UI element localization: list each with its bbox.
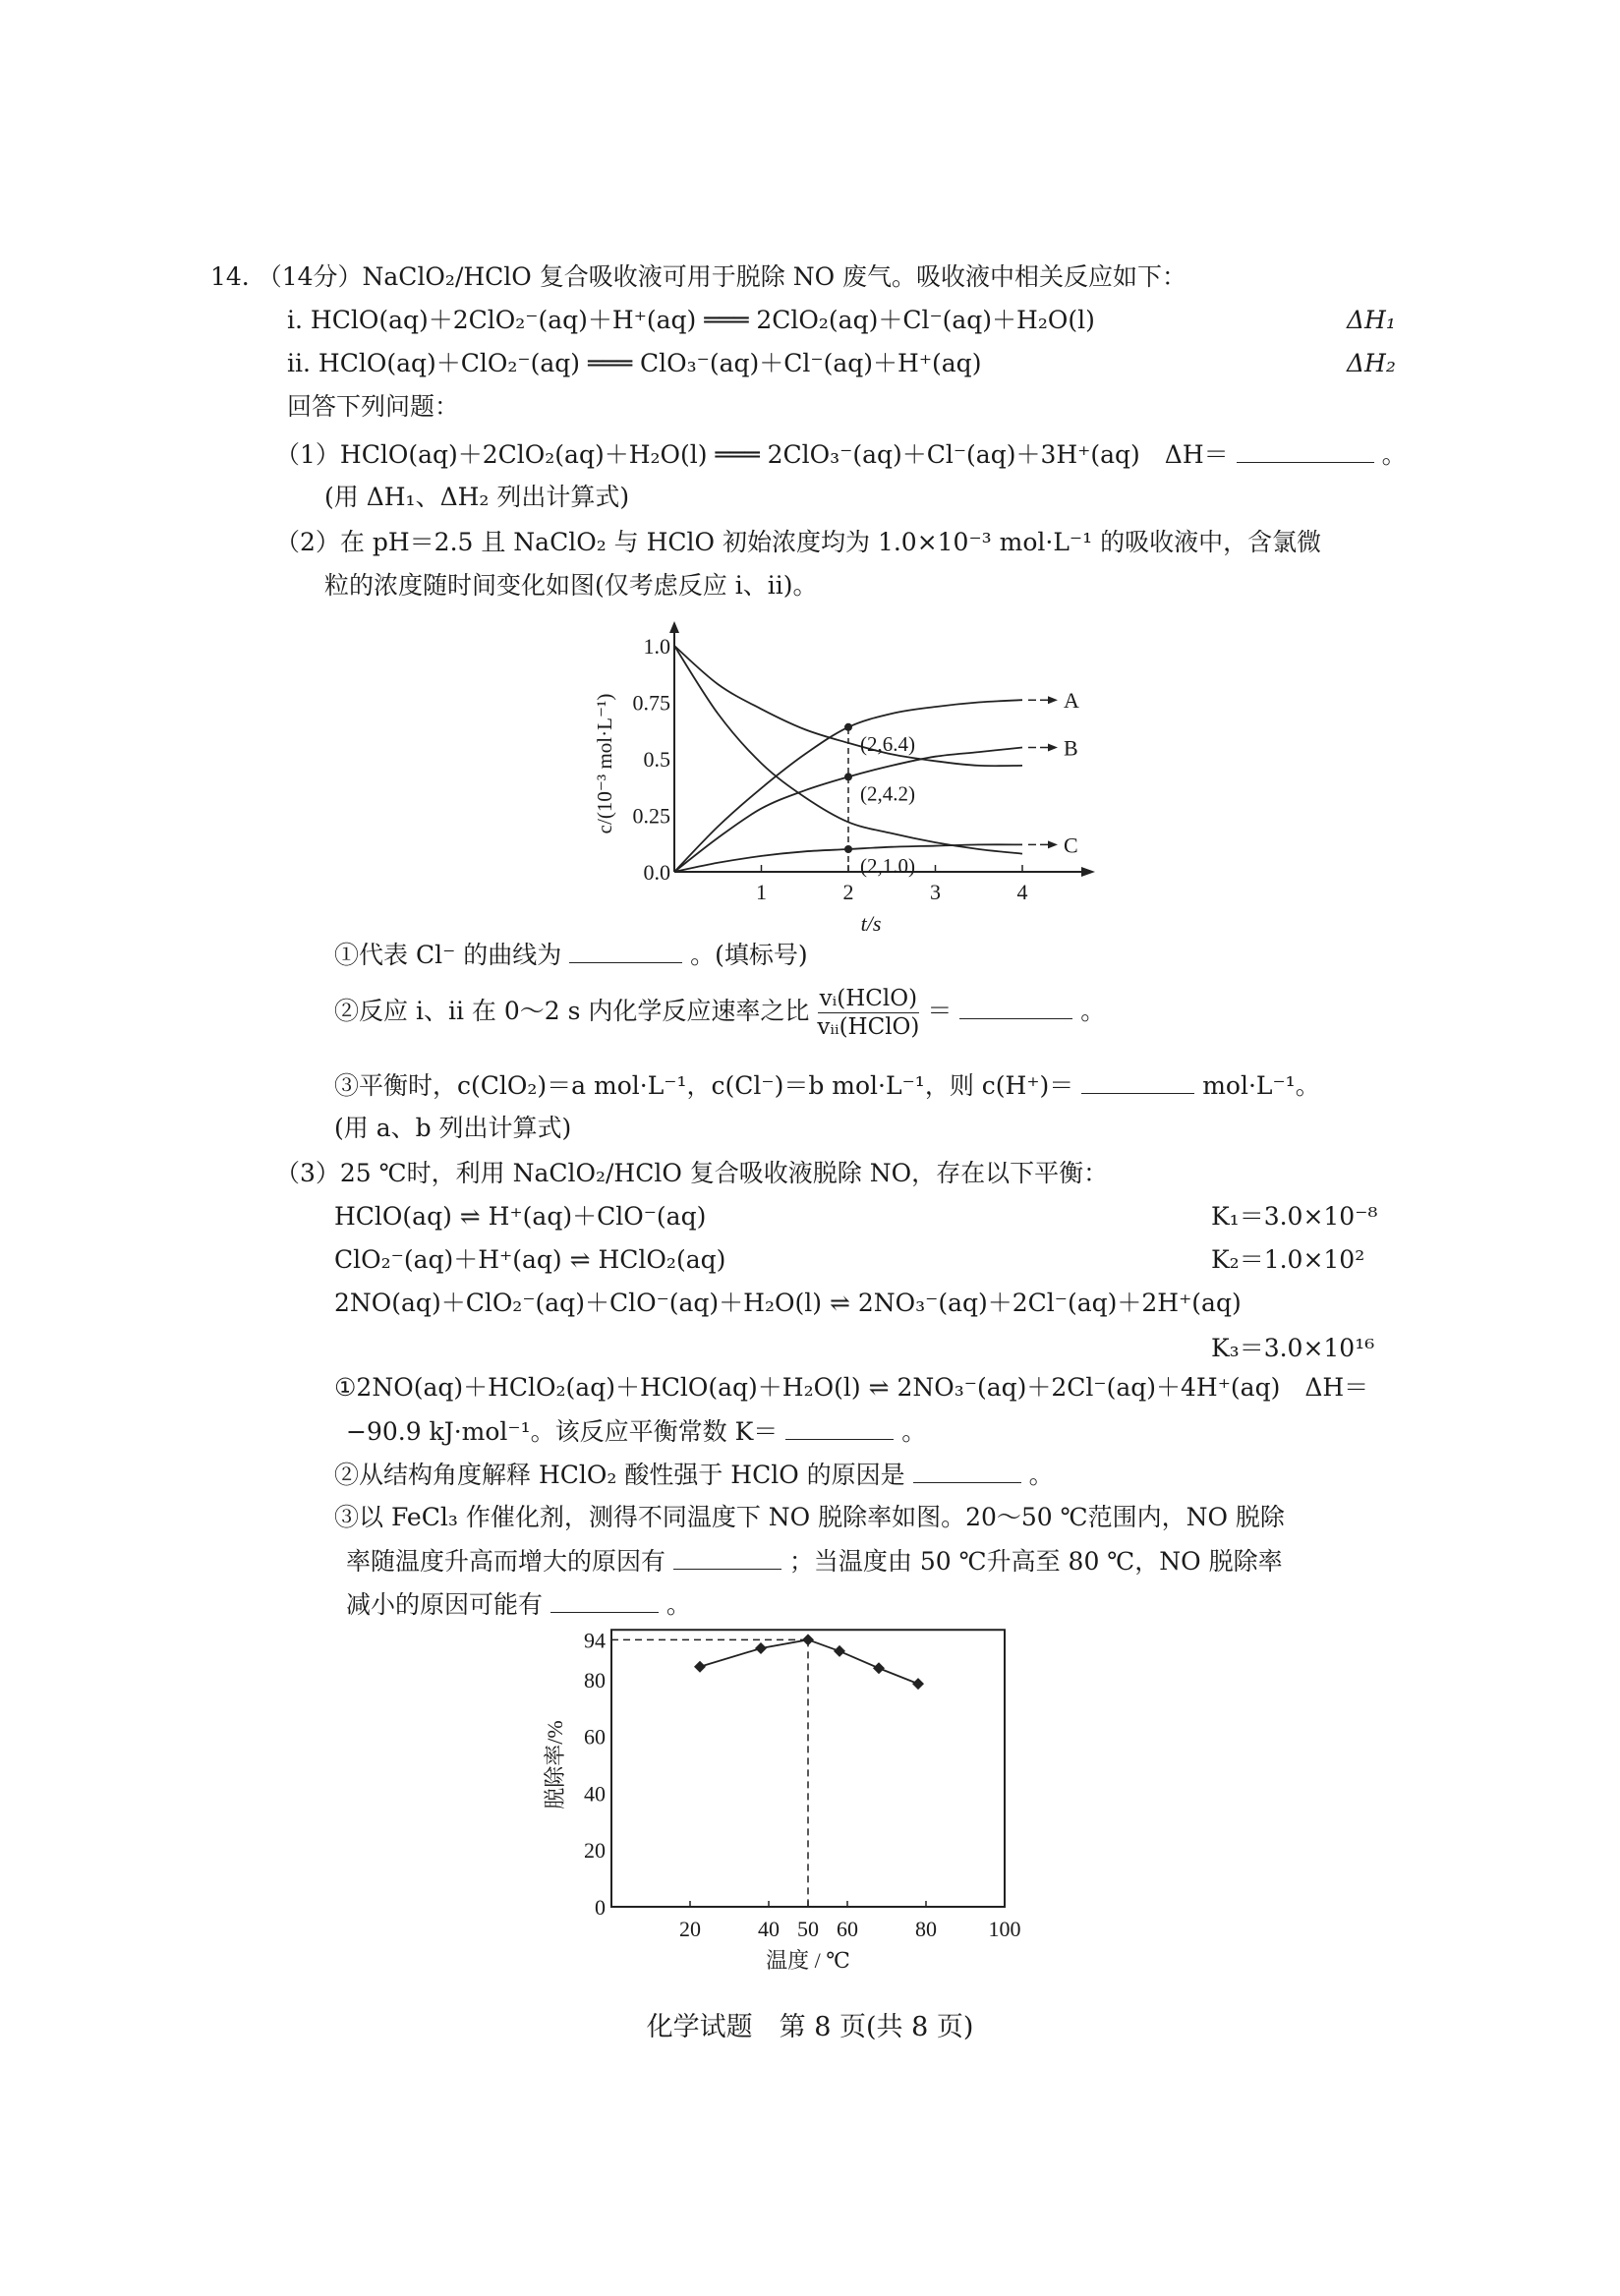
x-tick-label: 2 <box>842 880 854 904</box>
data-point-diamond <box>694 1661 706 1673</box>
q-text: ③平衡时，c(ClO₂)＝a mol·L⁻¹，c(Cl⁻)＝b mol·L⁻¹，则 c(H⁺)＝ <box>334 1071 1074 1100</box>
prompt: 回答下列问题： <box>287 392 460 421</box>
page-footer: 化学试题 第 8 页(共 8 页) <box>646 2012 974 2042</box>
part2-q1 <box>334 939 808 971</box>
x-tick-label: 20 <box>679 1917 701 1941</box>
part3-q1-line2 <box>346 1415 926 1448</box>
answer-blank-2-1[interactable] <box>569 939 682 963</box>
part3-q3-line3 <box>346 1588 691 1621</box>
answer-blank-3-3a[interactable] <box>673 1545 781 1570</box>
q-text: ①代表 Cl⁻ 的曲线为 <box>334 941 562 969</box>
y-axis-label: 脱除率/% <box>543 1720 567 1809</box>
data-point-diamond <box>755 1642 767 1654</box>
x-tick-label: 4 <box>1016 880 1028 904</box>
reaction-equation: HClO(aq)＋ClO₂⁻(aq) ═══ ClO₃⁻(aq)＋Cl⁻(aq)＋H⁺(aq) <box>318 349 982 377</box>
answer-blank-3-1[interactable] <box>785 1415 894 1440</box>
x-tick-label: 1 <box>756 880 767 904</box>
concentration-time-chart <box>550 619 1140 944</box>
y-tick-label: 0.5 <box>643 747 670 772</box>
x-tick-label: 40 <box>758 1917 780 1941</box>
equilibrium-3: 2NO(aq)＋ClO₂⁻(aq)＋ClO⁻(aq)＋H₂O(l) ⇌ 2NO₃⁻(aq)＋2Cl⁻(aq)＋2H⁺(aq) <box>334 1289 1242 1317</box>
part3-q1-line1: ①2NO(aq)＋HClO₂(aq)＋HClO(aq)＋H₂O(l) ⇌ 2NO₃⁻(aq)＋2Cl⁻(aq)＋4H⁺(aq) ΔH＝ <box>334 1373 1369 1402</box>
data-point-diamond <box>802 1634 814 1645</box>
y-tick-label: 80 <box>584 1667 606 1693</box>
answer-blank-1[interactable] <box>1237 438 1374 463</box>
question-number: 14. <box>210 262 250 291</box>
y-tick-label: 40 <box>584 1781 606 1807</box>
reaction-label: ii. <box>287 349 311 377</box>
q-text: mol·L⁻¹。 <box>1202 1071 1320 1100</box>
x-tick-label: 60 <box>837 1917 858 1941</box>
equilibrium-2: ClO₂⁻(aq)＋H⁺(aq) ⇌ HClO₂(aq) <box>334 1245 726 1274</box>
part1-line1 <box>275 438 1407 471</box>
question-intro: （14分）NaClO₂/HClO 复合吸收液可用于脱除 NO 废气。吸收液中相关反应如下： <box>257 262 1187 291</box>
data-point-diamond <box>873 1662 885 1674</box>
legend-label-c: C <box>1064 832 1078 858</box>
q-text: ②从结构角度解释 HClO₂ 酸性强于 HClO 的原因是 <box>334 1461 905 1489</box>
series-line <box>700 1639 918 1684</box>
series-line-hclo <box>674 646 1022 766</box>
y-tick-label: 1.0 <box>643 634 670 659</box>
y-tick-label: 94 <box>584 1628 606 1653</box>
q-text: 率随温度升高而增大的原因有 <box>346 1547 666 1576</box>
y-tick-label: 0.75 <box>632 690 670 716</box>
equilibrium-1-K: K₁＝3.0×10⁻⁸ <box>1211 1202 1378 1231</box>
part2-q3 <box>334 1069 1320 1102</box>
q-text: ＝ <box>927 997 953 1025</box>
q-text: ；当温度由 50 ℃升高至 80 ℃，NO 脱除率 <box>788 1547 1283 1576</box>
equilibrium-1: HClO(aq) ⇌ H⁺(aq)＋ClO⁻(aq) <box>334 1202 707 1231</box>
reaction-i <box>287 305 1095 336</box>
x-axis-label: 温度 / ℃ <box>766 1948 850 1973</box>
reaction-i-dh: ΔH₁ <box>1347 306 1396 334</box>
legend-label-a: A <box>1064 688 1079 714</box>
fraction-numerator: vᵢ(HClO) <box>819 986 918 1011</box>
question-number-and-intro <box>210 261 1186 293</box>
part3-line1: （3）25 ℃时，利用 NaClO₂/HClO 复合吸收液脱除 NO，存在以下平衡： <box>275 1159 1109 1187</box>
y-axis-arrow <box>669 621 679 633</box>
data-label: (2,4.2) <box>860 781 915 806</box>
x-tick-label: 50 <box>797 1917 819 1941</box>
answer-blank-3-3b[interactable] <box>550 1588 659 1613</box>
rate-ratio-fraction <box>817 985 919 1041</box>
punct: 。 <box>1381 440 1407 469</box>
removal-rate-temperature-chart <box>521 1622 1081 1985</box>
legend-arrowhead <box>1048 696 1058 704</box>
part2-q3-note: (用 a、b 列出计算式) <box>334 1114 572 1142</box>
data-label: (2,1.0) <box>860 854 915 878</box>
q-text: 。(填标号) <box>690 941 808 969</box>
y-axis-label: c/(10⁻³ mol·L⁻¹) <box>593 693 616 834</box>
part2-line1: （2）在 pH＝2.5 且 NaClO₂ 与 HClO 初始浓度均为 1.0×10⁻³ mol·L⁻¹ 的吸收液中，含氯微 <box>275 528 1322 556</box>
equilibrium-2-K: K₂＝1.0×10² <box>1211 1245 1365 1274</box>
y-tick-label: 0.0 <box>643 860 670 885</box>
y-tick-label: 0.25 <box>632 803 670 829</box>
y-tick-label: 60 <box>584 1724 606 1750</box>
y-tick-label: 20 <box>584 1838 606 1864</box>
legend-label-b: B <box>1064 735 1078 761</box>
reaction-ii-dh: ΔH₂ <box>1347 349 1396 377</box>
q-text: 。 <box>1028 1461 1054 1489</box>
x-axis-label: t/s <box>860 911 882 936</box>
data-point <box>844 845 852 853</box>
legend-arrowhead <box>1048 744 1058 752</box>
q-text: −90.9 kJ·mol⁻¹。该反应平衡常数 K＝ <box>346 1417 779 1446</box>
equilibrium-3-K: K₃＝3.0×10¹⁶ <box>1211 1334 1375 1362</box>
answer-blank-2-3[interactable] <box>1081 1069 1194 1094</box>
part3-q2 <box>334 1459 1054 1491</box>
data-label: (2,6.4) <box>860 731 915 756</box>
x-tick-label: 100 <box>988 1917 1021 1941</box>
reaction-label: i. <box>287 306 303 334</box>
q-text: 。 <box>1080 997 1106 1025</box>
part2-q2 <box>334 985 1105 1041</box>
legend-arrowhead <box>1048 840 1058 848</box>
reaction-ii <box>287 348 981 379</box>
part3-q3-line1: ③以 FeCl₃ 作催化剂，测得不同温度下 NO 脱除率如图。20～50 ℃范围内，NO 脱除 <box>334 1503 1285 1531</box>
q-text: 。 <box>901 1417 927 1446</box>
data-point <box>844 723 852 731</box>
q-text: ②反应 i、ii 在 0～2 s 内化学反应速率之比 <box>334 997 810 1025</box>
part1-line2: (用 ΔH₁、ΔH₂ 列出计算式) <box>324 483 630 511</box>
x-tick-label: 80 <box>915 1917 937 1941</box>
part2-line2: 粒的浓度随时间变化如图(仅考虑反应 i、ii)。 <box>324 571 818 600</box>
q-text: 减小的原因可能有 <box>346 1590 544 1619</box>
part1-equation: （1）HClO(aq)＋2ClO₂(aq)＋H₂O(l) ═══ 2ClO₃⁻(aq)＋Cl⁻(aq)＋3H⁺(aq) ΔH＝ <box>275 440 1229 469</box>
part3-q3-line2 <box>346 1545 1283 1578</box>
fraction-denominator: vᵢᵢ(HClO) <box>817 1014 920 1040</box>
x-axis-arrow <box>1081 867 1095 877</box>
x-tick-label: 3 <box>930 880 941 904</box>
reaction-equation: HClO(aq)＋2ClO₂⁻(aq)＋H⁺(aq) ═══ 2ClO₂(aq)＋Cl⁻(aq)＋H₂O(l) <box>310 306 1095 334</box>
answer-blank-2-2[interactable] <box>959 995 1072 1019</box>
y-tick-label: 0 <box>595 1895 606 1920</box>
answer-blank-3-2[interactable] <box>913 1459 1021 1483</box>
data-point-diamond <box>834 1645 845 1657</box>
data-point-diamond <box>912 1678 924 1690</box>
q-text: 。 <box>665 1590 691 1619</box>
data-point <box>844 773 852 780</box>
